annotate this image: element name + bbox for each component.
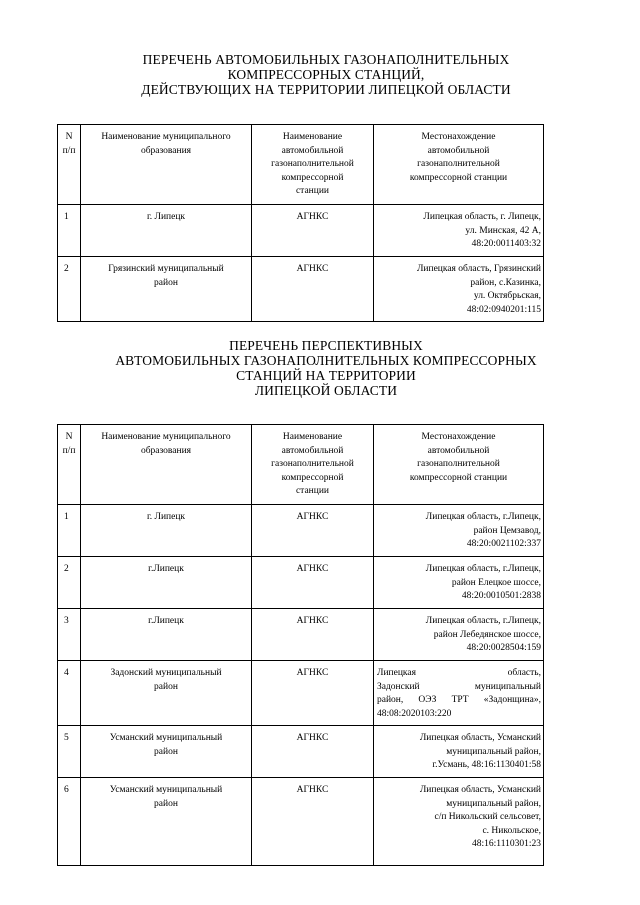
cell-station: АГНКС [252, 257, 374, 322]
cell-location: Липецкая область, г.Липецк, район Цемзавод, 48:20:0021102:337 [374, 505, 544, 557]
title-planned-stations [6, 338, 640, 398]
cell-location: Липецкая область, г.Липецк, район Елецкое шоссе, 48:20:0010501:2838 [374, 557, 544, 609]
cell-municipality: г.Липецк [81, 609, 252, 661]
cell-num: 1 [58, 205, 81, 257]
header-station: Наименование автомобильной газонаполнительной компрессорной станции [252, 425, 374, 505]
title-line: ПЕРЕЧЕНЬ АВТОМОБИЛЬНЫХ ГАЗОНАПОЛНИТЕЛЬНЫХ [142, 52, 510, 67]
cell-station: АГНКС [252, 661, 374, 726]
cell-station: АГНКС [252, 557, 374, 609]
cell-station: АГНКС [252, 505, 374, 557]
table-row [58, 257, 544, 322]
cell-location: Липецкая область, Задонский муниципальный район, ОЭЗ ТРТ «Задонщина», 48:08:2020103:220 [374, 661, 544, 726]
title-line: АВТОМОБИЛЬНЫХ ГАЗОНАПОЛНИТЕЛЬНЫХ КОМПРЕССОРНЫХ [115, 353, 537, 368]
table-row [58, 505, 544, 557]
table-row [58, 778, 544, 866]
cell-municipality: г. Липецк [81, 205, 252, 257]
title-line: ПЕРЕЧЕНЬ ПЕРСПЕКТИВНЫХ [229, 338, 423, 353]
cell-num: 3 [58, 609, 81, 661]
cell-num: 1 [58, 505, 81, 557]
table-row [58, 205, 544, 257]
cell-num: 5 [58, 726, 81, 778]
cell-num: 6 [58, 778, 81, 866]
cell-num: 2 [58, 257, 81, 322]
cell-station: АГНКС [252, 205, 374, 257]
cell-municipality: г. Липецк [81, 505, 252, 557]
cell-location: Липецкая область, г.Липецк, район Лебедянское шоссе, 48:20:0028504:159 [374, 609, 544, 661]
cell-location: Липецкая область, г. Липецк, ул. Минская, 42 А, 48:20:0011403:32 [374, 205, 544, 257]
header-location: Местонахождение автомобильной газонаполнительной компрессорной станции [374, 125, 544, 205]
cell-station: АГНКС [252, 778, 374, 866]
header-location: Местонахождение автомобильной газонаполнительной компрессорной станции [374, 425, 544, 505]
title-line: КОМПРЕССОРНЫХ СТАНЦИЙ, [227, 67, 425, 82]
cell-municipality: Грязинский муниципальный район [81, 257, 252, 322]
cell-municipality: г.Липецк [81, 557, 252, 609]
header-station: Наименование автомобильной газонаполнительной компрессорной станции [252, 125, 374, 205]
table-header-row [58, 125, 544, 205]
cell-num: 4 [58, 661, 81, 726]
header-municipality: Наименование муниципального образования [81, 125, 252, 205]
cell-location: Липецкая область, Усманский муниципальный район, г.Усмань, 48:16:1130401:58 [374, 726, 544, 778]
title-line: ЛИПЕЦКОЙ ОБЛАСТИ [254, 383, 398, 398]
cell-municipality: Задонский муниципальный район [81, 661, 252, 726]
table-planned-stations [57, 424, 544, 866]
table-header-row [58, 425, 544, 505]
table-row [58, 557, 544, 609]
cell-station: АГНКС [252, 609, 374, 661]
cell-station: АГНКС [252, 726, 374, 778]
header-municipality: Наименование муниципального образования [81, 425, 252, 505]
table-row [58, 609, 544, 661]
table-row [58, 661, 544, 726]
cell-municipality: Усманский муниципальный район [81, 778, 252, 866]
table-existing-stations [57, 124, 544, 322]
header-num: N п/п [58, 425, 81, 505]
header-num: N п/п [58, 125, 81, 205]
title-line: ДЕЙСТВУЮЩИХ НА ТЕРРИТОРИИ ЛИПЕЦКОЙ ОБЛАСТИ [141, 82, 511, 97]
cell-municipality: Усманский муниципальный район [81, 726, 252, 778]
table-row [58, 726, 544, 778]
cell-num: 2 [58, 557, 81, 609]
title-existing-stations [6, 52, 640, 97]
cell-location: Липецкая область, Усманский муниципальный район, с/п Никольский сельсовет, с. Никольское, 48:16:1110301:23 [374, 778, 544, 866]
cell-location: Липецкая область, Грязинский район, с.Казинка, ул. Октябрьская, 48:02:0940201:115 [374, 257, 544, 322]
title-line: СТАНЦИЙ НА ТЕРРИТОРИИ [236, 368, 416, 383]
